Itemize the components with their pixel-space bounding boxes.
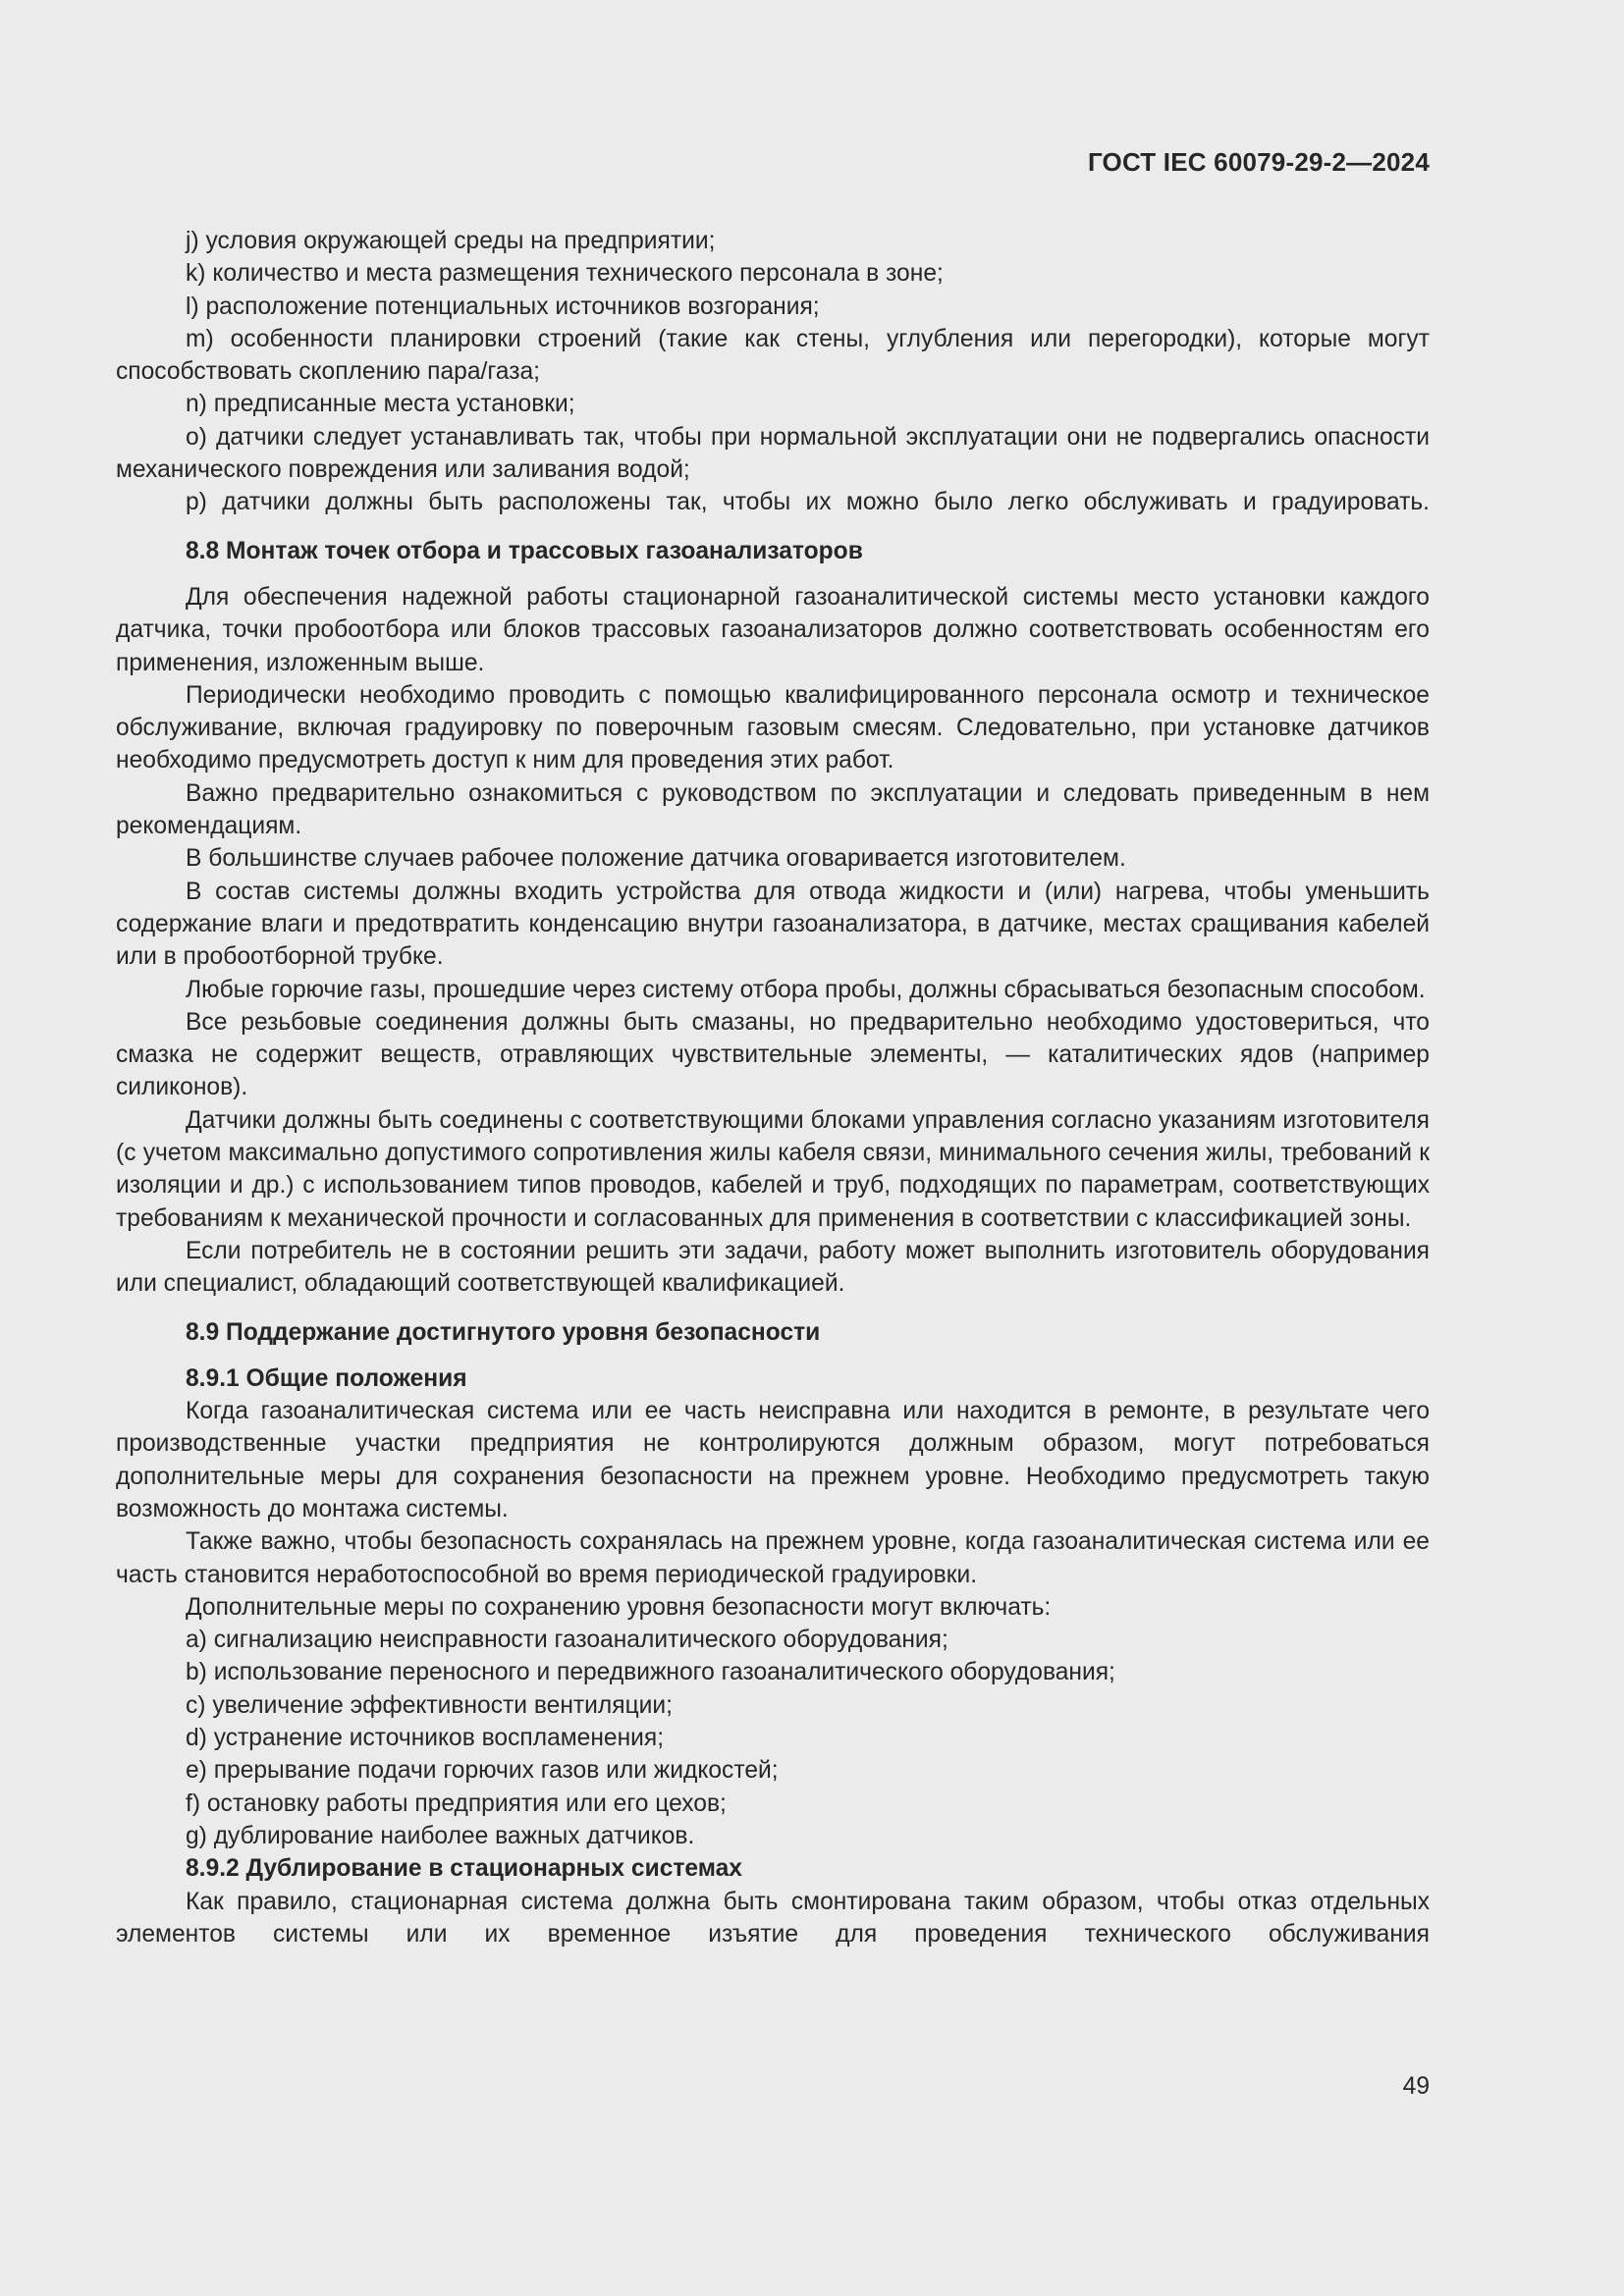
paragraph: В состав системы должны входить устройства для отвода жидкости и (или) нагрева, чтобы уменьшить содержание влаги и предотвратить конденсацию внутри газоанализатора, в датчике, местах сращивания кабелей или в пробоотборной трубке. xyxy=(116,878,1430,971)
list-item: f) остановку работы предприятия или его цехов; xyxy=(186,1789,727,1817)
list-item: o) датчики следует устанавливать так, чтобы при нормальной эксплуатации они не подвергались опасности механического повреждения или заливания водой; xyxy=(116,423,1430,484)
list-item: k) количество и места размещения технического персонала в зоне; xyxy=(186,260,944,288)
list-item: a) сигнализацию неисправности газоаналитического оборудования; xyxy=(186,1627,948,1654)
subsection-heading-8-9-2: 8.9.2 Дублирование в стационарных системах xyxy=(186,1855,742,1883)
paragraph: Также важно, чтобы безопасность сохранялась на прежнем уровне, когда газоаналитическая система или ее часть становится неработоспособной во время периодической градуировки. xyxy=(116,1528,1430,1588)
list-item: b) использование переносного и передвижного газоаналитического оборудования; xyxy=(186,1659,1115,1686)
paragraph: Дополнительные меры по сохранению уровня безопасности могут включать: xyxy=(186,1593,1052,1621)
document-code-header: ГОСТ IEC 60079-29-2—2024 xyxy=(1087,147,1430,177)
paragraph: Если потребитель не в состоянии решить эти задачи, работу может выполнить изготовитель оборудования или специалист, обладающий соответствующей квалификацией. xyxy=(116,1237,1430,1298)
list-item: c) увеличение эффективности вентиляции; xyxy=(186,1691,673,1719)
list-item: g) дублирование наиболее важных датчиков. xyxy=(186,1822,695,1849)
subsection-heading-8-9-1: 8.9.1 Общие положения xyxy=(186,1364,467,1392)
paragraph: Любые горючие газы, прошедшие через систему отбора пробы, должны сбрасываться безопасным способом. xyxy=(186,976,1426,1003)
list-item: d) устранение источников воспламенения; xyxy=(186,1725,665,1752)
list-item: e) прерывание подачи горючих газов или жидкостей; xyxy=(186,1757,779,1785)
paragraph: Для обеспечения надежной работы стационарной газоаналитической системы место установки каждого датчика, точки пробоотбора или блоков трассовых газоанализаторов должно соответствовать особенностям его применения, изложенным выше. xyxy=(116,583,1430,676)
list-item: l) расположение потенциальных источников возгорания; xyxy=(186,293,820,320)
list-item: j) условия окружающей среды на предприятии; xyxy=(186,228,716,254)
list-item: p) датчики должны быть расположены так, чтобы их можно было легко обслуживать и градуировать. xyxy=(186,489,1430,516)
list-item: m) особенности планировки строений (такие как стены, углубления или перегородки), которые могут способствовать скоплению пара/газа; xyxy=(116,325,1430,386)
page-number: 49 xyxy=(1402,2073,1430,2100)
paragraph: Важно предварительно ознакомиться с руководством по эксплуатации и следовать приведенным в нем рекомендациям. xyxy=(116,779,1430,840)
paragraph: Как правило, стационарная система должна быть смонтирована таким образом, чтобы отказ отдельных элементов системы или их временное изъятие для проведения технического обслуживания xyxy=(116,1888,1430,1948)
section-heading-8-9: 8.9 Поддержание достигнутого уровня безопасности xyxy=(186,1318,821,1346)
paragraph: Датчики должны быть соединены с соответствующими блоками управления согласно указаниям изготовителя (с учетом максимально допустимого сопротивления жилы кабеля связи, минимального сечения жилы, требований к изоляции и др.) с использованием типов проводов, кабелей и труб, подходящих по параметрам, соответствующих требованиям к механической прочности и согласованных для применения в соответствии с классификацией зоны. xyxy=(116,1106,1430,1232)
list-item: n) предписанные места установки; xyxy=(186,391,575,418)
paragraph: В большинстве случаев рабочее положение датчика оговаривается изготовителем. xyxy=(186,845,1126,873)
document-body xyxy=(116,225,1430,1950)
paragraph: Периодически необходимо проводить с помощью квалифицированного персонала осмотр и техническое обслуживание, включая градуировку по поверочным газовым смесям. Следовательно, при установке датчиков необходимо предусмотреть доступ к ним для проведения этих работ. xyxy=(116,681,1430,774)
paragraph: Все резьбовые соединения должны быть смазаны, но предварительно необходимо удостовериться, что смазка не содержит веществ, отравляющих чувствительные элементы, — каталитических ядов (например силиконов). xyxy=(116,1008,1430,1101)
section-heading-8-8: 8.8 Монтаж точек отбора и трассовых газоанализаторов xyxy=(186,537,863,564)
paragraph: Когда газоаналитическая система или ее часть неисправна или находится в ремонте, в результате чего производственные участки предприятия не контролируются должным образом, могут потребоваться дополнительные меры для сохранения безопасности на прежнем уровне. Необходимо предусмотреть такую возможность до монтажа системы. xyxy=(116,1398,1430,1522)
